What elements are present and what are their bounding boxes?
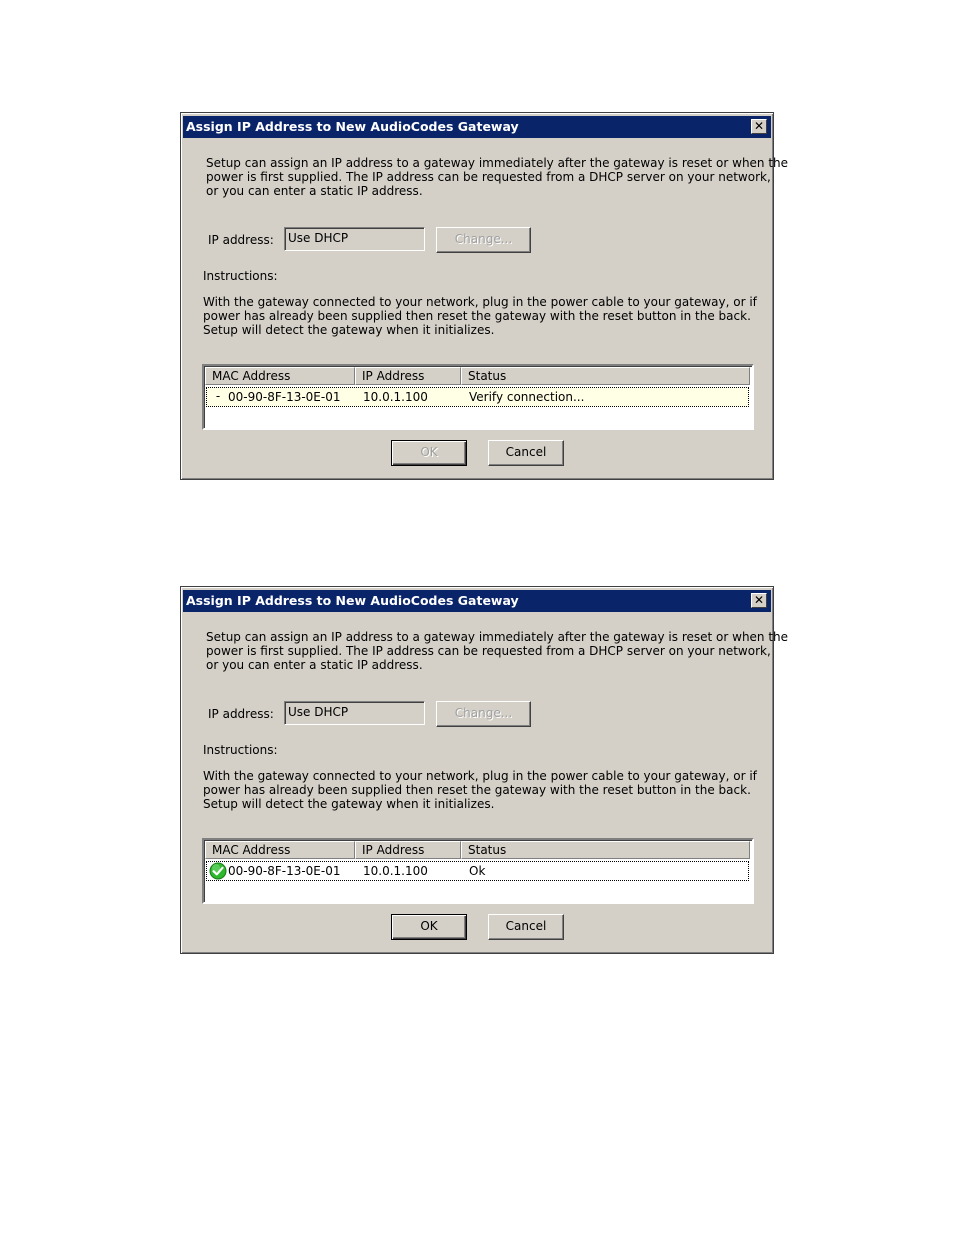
intro-text — [206, 156, 788, 198]
dialog-title: Assign IP Address to New AudioCodes Gateway — [186, 593, 519, 608]
change-button: Change... — [436, 701, 531, 727]
instructions-line-2: power has already been supplied then reset the gateway with the reset button in the back. — [203, 783, 751, 797]
dialog-titlebar — [183, 116, 771, 138]
ok-button: OK — [391, 440, 467, 466]
change-button: Change... — [436, 227, 531, 253]
column-header-mac[interactable]: MAC Address — [205, 841, 355, 859]
gateway-status: Verify connection... — [469, 390, 585, 404]
intro-line-2: power is first supplied. The IP address can be requested from a DHCP server on your network, — [206, 170, 771, 184]
gateway-row[interactable] — [206, 387, 749, 407]
gateway-mac: 00-90-8F-13-0E-01 — [228, 390, 341, 404]
close-button[interactable] — [751, 119, 767, 134]
gateway-list[interactable] — [202, 838, 754, 904]
intro-line-1: Setup can assign an IP address to a gateway immediately after the gateway is reset or when the — [206, 156, 789, 170]
instructions-line-2: power has already been supplied then reset the gateway with the reset button in the back. — [203, 309, 751, 323]
intro-text — [206, 630, 788, 672]
close-icon: ✕ — [753, 119, 765, 133]
column-header-status[interactable]: Status — [461, 841, 750, 859]
instructions-line-1: With the gateway connected to your network, plug in the power cable to your gateway, or if — [203, 769, 757, 783]
pending-dash-icon: - — [215, 389, 221, 403]
gateway-mac: 00-90-8F-13-0E-01 — [228, 864, 341, 878]
close-button[interactable] — [751, 593, 767, 608]
gateway-ip: 10.0.1.100 — [363, 390, 428, 404]
ip-address-field: Use DHCP — [284, 227, 425, 251]
instructions-line-3: Setup will detect the gateway when it initializes. — [203, 323, 495, 337]
intro-line-2: power is first supplied. The IP address can be requested from a DHCP server on your network, — [206, 644, 771, 658]
dialog-titlebar — [183, 590, 771, 612]
instructions-label: Instructions: — [203, 269, 278, 283]
ip-address-label: IP address: — [208, 233, 274, 247]
ok-button[interactable]: OK — [391, 914, 467, 940]
instructions-label: Instructions: — [203, 743, 278, 757]
ip-address-field: Use DHCP — [284, 701, 425, 725]
instructions-text — [203, 769, 757, 811]
dialog-title: Assign IP Address to New AudioCodes Gateway — [186, 119, 519, 134]
gateway-ip: 10.0.1.100 — [363, 864, 428, 878]
close-icon: ✕ — [753, 593, 765, 607]
ip-address-label: IP address: — [208, 707, 274, 721]
gateway-list[interactable] — [202, 364, 754, 430]
gateway-list-header — [205, 841, 750, 859]
cancel-button[interactable]: Cancel — [488, 440, 564, 466]
instructions-line-1: With the gateway connected to your network, plug in the power cable to your gateway, or if — [203, 295, 757, 309]
column-header-status[interactable]: Status — [461, 367, 750, 385]
intro-line-1: Setup can assign an IP address to a gateway immediately after the gateway is reset or when the — [206, 630, 789, 644]
column-header-ip[interactable]: IP Address — [355, 367, 461, 385]
intro-line-3: or you can enter a static IP address. — [206, 184, 423, 198]
instructions-text — [203, 295, 757, 337]
gateway-row[interactable] — [206, 861, 749, 881]
gateway-list-header — [205, 367, 750, 385]
green-check-icon — [209, 862, 227, 880]
instructions-line-3: Setup will detect the gateway when it initializes. — [203, 797, 495, 811]
column-header-ip[interactable]: IP Address — [355, 841, 461, 859]
intro-line-3: or you can enter a static IP address. — [206, 658, 423, 672]
cancel-button[interactable]: Cancel — [488, 914, 564, 940]
assign-ip-dialog-verifying — [180, 112, 789, 480]
column-header-mac[interactable]: MAC Address — [205, 367, 355, 385]
assign-ip-dialog-ok — [180, 586, 789, 954]
gateway-status: Ok — [469, 864, 486, 878]
